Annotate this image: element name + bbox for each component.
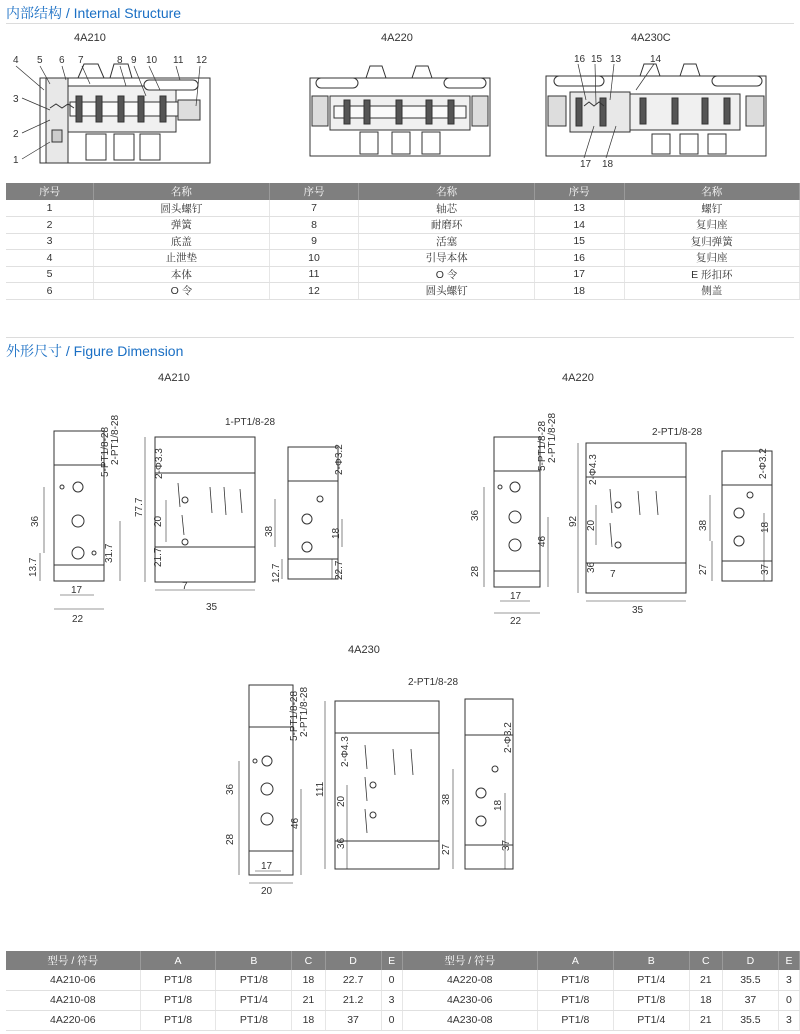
table-cell: 轴芯 bbox=[359, 200, 534, 217]
table-cell: 0 bbox=[381, 1010, 402, 1030]
dim-38: 38 bbox=[698, 519, 709, 531]
dim-port-top: 2-PT1/8-28 bbox=[652, 427, 703, 438]
table-cell: 10 bbox=[269, 250, 359, 267]
table-cell: 复归弹簧 bbox=[624, 233, 799, 250]
parts-table bbox=[6, 183, 800, 300]
table-cell: 4A220-06 bbox=[6, 1010, 140, 1030]
col-header: 名称 bbox=[94, 183, 269, 200]
table-cell: 4A210-06 bbox=[6, 970, 140, 990]
table-cell: 活塞 bbox=[359, 233, 534, 250]
table-cell: 11 bbox=[269, 266, 359, 283]
dim-hole: 2-Φ4.3 bbox=[340, 736, 351, 767]
col-header: E bbox=[778, 951, 799, 970]
callout-12: 12 bbox=[196, 55, 208, 66]
dim-35: 35 bbox=[206, 602, 218, 613]
table-cell: PT1/4 bbox=[613, 970, 689, 990]
table-cell: 9 bbox=[269, 233, 359, 250]
dim-77-7: 77.7 bbox=[134, 497, 145, 517]
internal-title-cn: 内部结构 bbox=[6, 5, 62, 21]
table-cell: 21 bbox=[689, 970, 722, 990]
dim-111: 111 bbox=[315, 781, 326, 797]
dim-36b: 36 bbox=[336, 837, 347, 849]
dim-port-2: 2-PT1/8-28 bbox=[299, 686, 310, 737]
col-header: 序号 bbox=[6, 183, 94, 200]
table-cell: 7 bbox=[269, 200, 359, 217]
table-row bbox=[6, 200, 800, 217]
table-row bbox=[6, 990, 800, 1010]
table-cell: 止泄垫 bbox=[94, 250, 269, 267]
callout-11: 11 bbox=[173, 55, 184, 66]
divider bbox=[6, 337, 794, 338]
table-row bbox=[6, 217, 800, 234]
callout-1: 1 bbox=[13, 155, 19, 166]
table-cell: 1 bbox=[6, 200, 94, 217]
table-cell: 21.2 bbox=[325, 990, 381, 1010]
callout-14: 14 bbox=[650, 54, 662, 65]
table-cell: 35.5 bbox=[722, 970, 778, 990]
internal-drawing-4a230c bbox=[540, 50, 770, 170]
model-table-header bbox=[6, 951, 800, 970]
dim-17: 17 bbox=[510, 591, 522, 602]
table-cell: PT1/8 bbox=[140, 990, 216, 1010]
table-cell: 18 bbox=[292, 970, 325, 990]
table-cell: 4 bbox=[6, 250, 94, 267]
dimension-drawing-4a220 bbox=[460, 395, 780, 630]
table-cell: 21 bbox=[292, 990, 325, 1010]
dim-17: 17 bbox=[71, 585, 83, 596]
table-cell: 4A230-06 bbox=[402, 990, 537, 1010]
dim-92: 92 bbox=[568, 515, 579, 527]
table-cell: 耐磨环 bbox=[359, 217, 534, 234]
dim-port-1: 1-PT1/8-28 bbox=[225, 417, 276, 428]
col-header: D bbox=[325, 951, 381, 970]
table-cell: 37 bbox=[325, 1010, 381, 1030]
dim-27: 27 bbox=[698, 563, 709, 575]
dim-17: 17 bbox=[261, 861, 273, 872]
dim-20b: 20 bbox=[336, 795, 347, 807]
callout-3: 3 bbox=[13, 94, 19, 105]
callout-18: 18 bbox=[602, 159, 614, 170]
dim-18: 18 bbox=[331, 527, 342, 539]
dimension-drawing-4a210 bbox=[20, 395, 365, 630]
table-cell: 4A230-08 bbox=[402, 1010, 537, 1030]
table-cell: 6 bbox=[6, 283, 94, 300]
title-separator: / bbox=[65, 343, 70, 359]
table-cell: PT1/8 bbox=[537, 990, 613, 1010]
dim-28: 28 bbox=[225, 833, 236, 845]
table-cell: 3 bbox=[6, 233, 94, 250]
dim-36: 36 bbox=[30, 515, 41, 527]
dim-46: 46 bbox=[290, 817, 301, 829]
dim-27: 27 bbox=[441, 843, 452, 855]
callout-8: 8 bbox=[117, 55, 123, 66]
table-cell: 复归座 bbox=[624, 217, 799, 234]
dim-22: 22 bbox=[510, 616, 522, 627]
dim-37: 37 bbox=[760, 563, 771, 575]
table-cell: 圆头螺钉 bbox=[359, 283, 534, 300]
callout-13: 13 bbox=[610, 54, 622, 65]
table-cell: PT1/8 bbox=[140, 1010, 216, 1030]
table-cell: PT1/8 bbox=[216, 970, 292, 990]
table-cell: 16 bbox=[534, 250, 624, 267]
dim-12-7: 12.7 bbox=[271, 563, 282, 583]
dimension-title-en: Figure Dimension bbox=[73, 343, 184, 359]
callout-16: 16 bbox=[574, 54, 586, 65]
table-row bbox=[6, 250, 800, 267]
table-cell: PT1/4 bbox=[216, 990, 292, 1010]
callout-9: 9 bbox=[131, 55, 137, 66]
dim-38: 38 bbox=[264, 525, 275, 537]
table-cell: PT1/8 bbox=[216, 1010, 292, 1030]
table-cell: 引导本体 bbox=[359, 250, 534, 267]
dim-20: 20 bbox=[261, 886, 273, 897]
dim-hole-side: 2-Φ3.2 bbox=[758, 448, 769, 479]
table-row bbox=[6, 970, 800, 990]
col-header: C bbox=[292, 951, 325, 970]
table-cell: O 令 bbox=[359, 266, 534, 283]
dim-22-7: 22.7 bbox=[334, 560, 345, 580]
dimension-drawing-4a230 bbox=[215, 665, 535, 905]
parts-table-header bbox=[6, 183, 800, 200]
table-cell: 15 bbox=[534, 233, 624, 250]
table-cell: 0 bbox=[778, 990, 799, 1010]
table-cell: 3 bbox=[381, 990, 402, 1010]
dim-port-5: 5-PT1/8-28 bbox=[537, 420, 548, 471]
table-cell: 复归座 bbox=[624, 250, 799, 267]
dim-port-top: 2-PT1/8-28 bbox=[408, 677, 459, 688]
dim-36: 36 bbox=[225, 783, 236, 795]
model-label-4a230c: 4A230C bbox=[631, 32, 671, 44]
divider bbox=[6, 23, 794, 24]
col-header: D bbox=[722, 951, 778, 970]
dim-35: 35 bbox=[632, 605, 644, 616]
table-cell: 13 bbox=[534, 200, 624, 217]
table-cell: PT1/8 bbox=[537, 970, 613, 990]
dim-36: 36 bbox=[470, 509, 481, 521]
dim-7: 7 bbox=[182, 581, 188, 592]
table-cell: 18 bbox=[689, 990, 722, 1010]
col-header: B bbox=[216, 951, 292, 970]
table-cell: 12 bbox=[269, 283, 359, 300]
table-cell: 弹簧 bbox=[94, 217, 269, 234]
table-cell: PT1/4 bbox=[613, 1010, 689, 1030]
dim-46: 46 bbox=[537, 535, 548, 547]
table-cell: 底盖 bbox=[94, 233, 269, 250]
table-cell: 3 bbox=[778, 1010, 799, 1030]
table-cell: 21 bbox=[689, 1010, 722, 1030]
dim-model-4a230: 4A230 bbox=[348, 644, 380, 656]
table-cell: 4A210-08 bbox=[6, 990, 140, 1010]
table-cell: 2 bbox=[6, 217, 94, 234]
callout-7: 7 bbox=[78, 55, 84, 66]
dim-28: 28 bbox=[470, 565, 481, 577]
table-cell: 3 bbox=[778, 970, 799, 990]
col-header: A bbox=[537, 951, 613, 970]
internal-section-title bbox=[6, 3, 181, 23]
dim-22: 22 bbox=[72, 614, 84, 625]
callout-15: 15 bbox=[591, 54, 603, 65]
dim-port-5: 5-PT1/8-28 bbox=[100, 426, 111, 477]
table-cell: E 形扣环 bbox=[624, 266, 799, 283]
dim-21-7: 21.7 bbox=[153, 547, 164, 567]
table-cell: 圆头螺钉 bbox=[94, 200, 269, 217]
model-label-4a220: 4A220 bbox=[381, 32, 413, 44]
callout-5: 5 bbox=[37, 55, 43, 66]
table-cell: 螺钉 bbox=[624, 200, 799, 217]
table-cell: O 令 bbox=[94, 283, 269, 300]
callout-4: 4 bbox=[13, 55, 19, 66]
dim-18: 18 bbox=[493, 799, 504, 811]
dim-18: 18 bbox=[760, 521, 771, 533]
table-cell: PT1/8 bbox=[140, 970, 216, 990]
table-cell: 0 bbox=[381, 970, 402, 990]
table-cell: 14 bbox=[534, 217, 624, 234]
callout-6: 6 bbox=[59, 55, 65, 66]
col-header: 名称 bbox=[359, 183, 534, 200]
col-header: 名称 bbox=[624, 183, 799, 200]
table-row bbox=[6, 266, 800, 283]
col-header: B bbox=[613, 951, 689, 970]
dim-38: 38 bbox=[441, 793, 452, 805]
dim-port-5: 5-PT1/8-28 bbox=[289, 690, 300, 741]
table-row bbox=[6, 283, 800, 300]
table-cell: 35.5 bbox=[722, 1010, 778, 1030]
model-label-4a210: 4A210 bbox=[74, 32, 106, 44]
dim-20: 20 bbox=[586, 519, 597, 531]
col-header: E bbox=[381, 951, 402, 970]
table-cell: 37 bbox=[722, 990, 778, 1010]
dim-port-2: 2-PT1/8-28 bbox=[110, 414, 121, 465]
col-header: C bbox=[689, 951, 722, 970]
dim-hole: 2-Φ4.3 bbox=[588, 454, 599, 485]
dim-model-4a210: 4A210 bbox=[158, 372, 190, 384]
table-row bbox=[6, 1010, 800, 1030]
dim-model-4a220: 4A220 bbox=[562, 372, 594, 384]
table-cell: PT1/8 bbox=[613, 990, 689, 1010]
col-header: 序号 bbox=[534, 183, 624, 200]
col-header: 型号 / 符号 bbox=[6, 951, 140, 970]
col-header: 型号 / 符号 bbox=[402, 951, 537, 970]
dim-hole-side: 2-Φ3.2 bbox=[334, 444, 345, 475]
internal-title-en: Internal Structure bbox=[73, 5, 182, 21]
table-cell: 18 bbox=[534, 283, 624, 300]
col-header: 序号 bbox=[269, 183, 359, 200]
table-row bbox=[6, 233, 800, 250]
table-cell: 4A220-08 bbox=[402, 970, 537, 990]
dim-20: 20 bbox=[153, 515, 164, 527]
callout-17: 17 bbox=[580, 159, 592, 170]
table-cell: 本体 bbox=[94, 266, 269, 283]
dim-31-7: 31.7 bbox=[104, 543, 115, 563]
dim-hole-side: 2-Φ3.2 bbox=[503, 722, 514, 753]
dim-13-7: 13.7 bbox=[28, 557, 39, 577]
table-cell: 5 bbox=[6, 266, 94, 283]
internal-drawing-4a220 bbox=[300, 60, 500, 160]
table-cell: 侧盖 bbox=[624, 283, 799, 300]
model-table bbox=[6, 951, 800, 1031]
dim-port-2: 2-PT1/8-28 bbox=[547, 412, 558, 463]
table-cell: 17 bbox=[534, 266, 624, 283]
table-cell: 8 bbox=[269, 217, 359, 234]
internal-drawing-4a210 bbox=[10, 50, 215, 168]
callout-10: 10 bbox=[146, 55, 158, 66]
dim-7: 7 bbox=[610, 569, 616, 580]
dim-hole: 2-Φ3.3 bbox=[154, 448, 165, 479]
dimension-section-title bbox=[6, 341, 183, 361]
dimension-title-cn: 外形尺寸 bbox=[6, 343, 62, 359]
dim-37: 37 bbox=[501, 839, 512, 851]
col-header: A bbox=[140, 951, 216, 970]
title-separator: / bbox=[65, 5, 70, 21]
callout-2: 2 bbox=[13, 129, 19, 140]
table-cell: PT1/8 bbox=[537, 1010, 613, 1030]
table-cell: 18 bbox=[292, 1010, 325, 1030]
dim-36b: 36 bbox=[586, 561, 597, 573]
table-cell: 22.7 bbox=[325, 970, 381, 990]
